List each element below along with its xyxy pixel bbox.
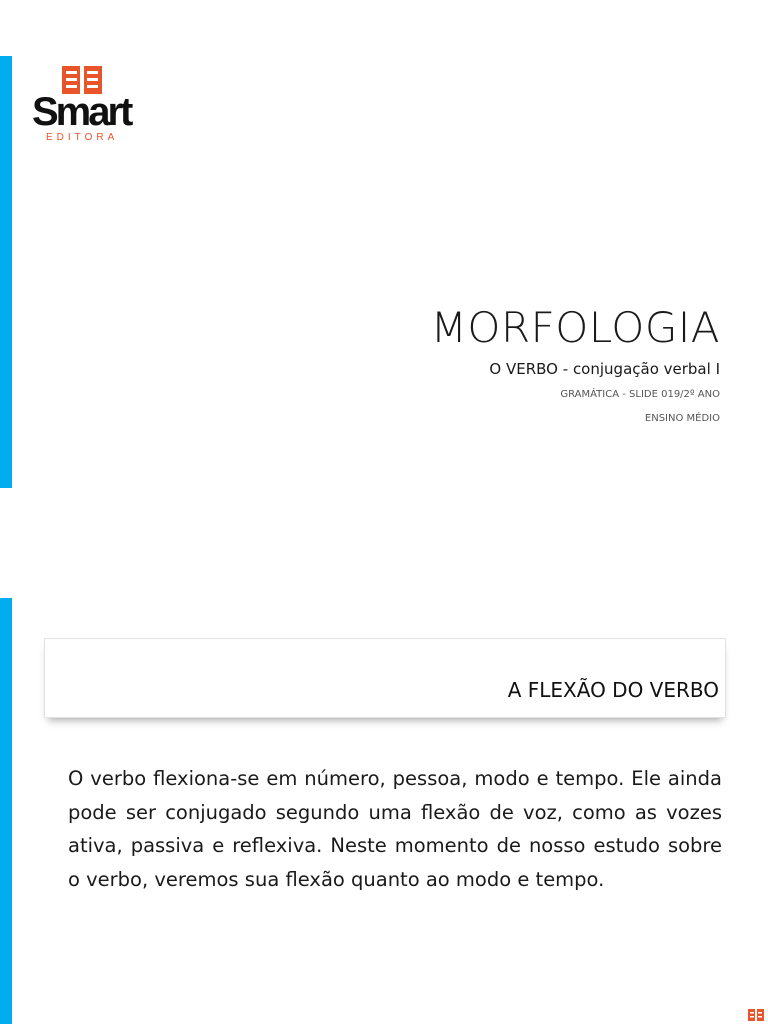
- brand-name: Smart: [32, 90, 131, 134]
- accent-bar-bottom: [0, 598, 12, 1024]
- cover-title-block: [431, 300, 720, 426]
- page-title: MORFOLOGIA: [430, 303, 720, 352]
- page-subtitle: O VERBO - conjugação verbal I: [489, 360, 720, 378]
- body-paragraph: O verbo flexiona-se em número, pessoa, modo e tempo. Ele ainda pode ser conjugado segundo uma flexão de voz, como as vozes ativa, passiva e reflexiva. Neste momento de nosso estudo sobre o verbo, veremos sua flexão quanto ao modo e tempo.: [68, 767, 722, 891]
- accent-bar-top: [0, 56, 12, 488]
- section-title: A FLEXÃO DO VERBO: [507, 678, 719, 702]
- smart-editora-logo: [30, 62, 142, 146]
- corner-logo-icon: [748, 1008, 764, 1022]
- education-level: ENSINO MÉDIO: [644, 413, 720, 424]
- brand-subtitle: EDITORA: [46, 132, 119, 143]
- slide-meta: GRAMÁTICA - SLIDE 019/2º ANO: [560, 389, 720, 400]
- section-header-card: [44, 638, 726, 718]
